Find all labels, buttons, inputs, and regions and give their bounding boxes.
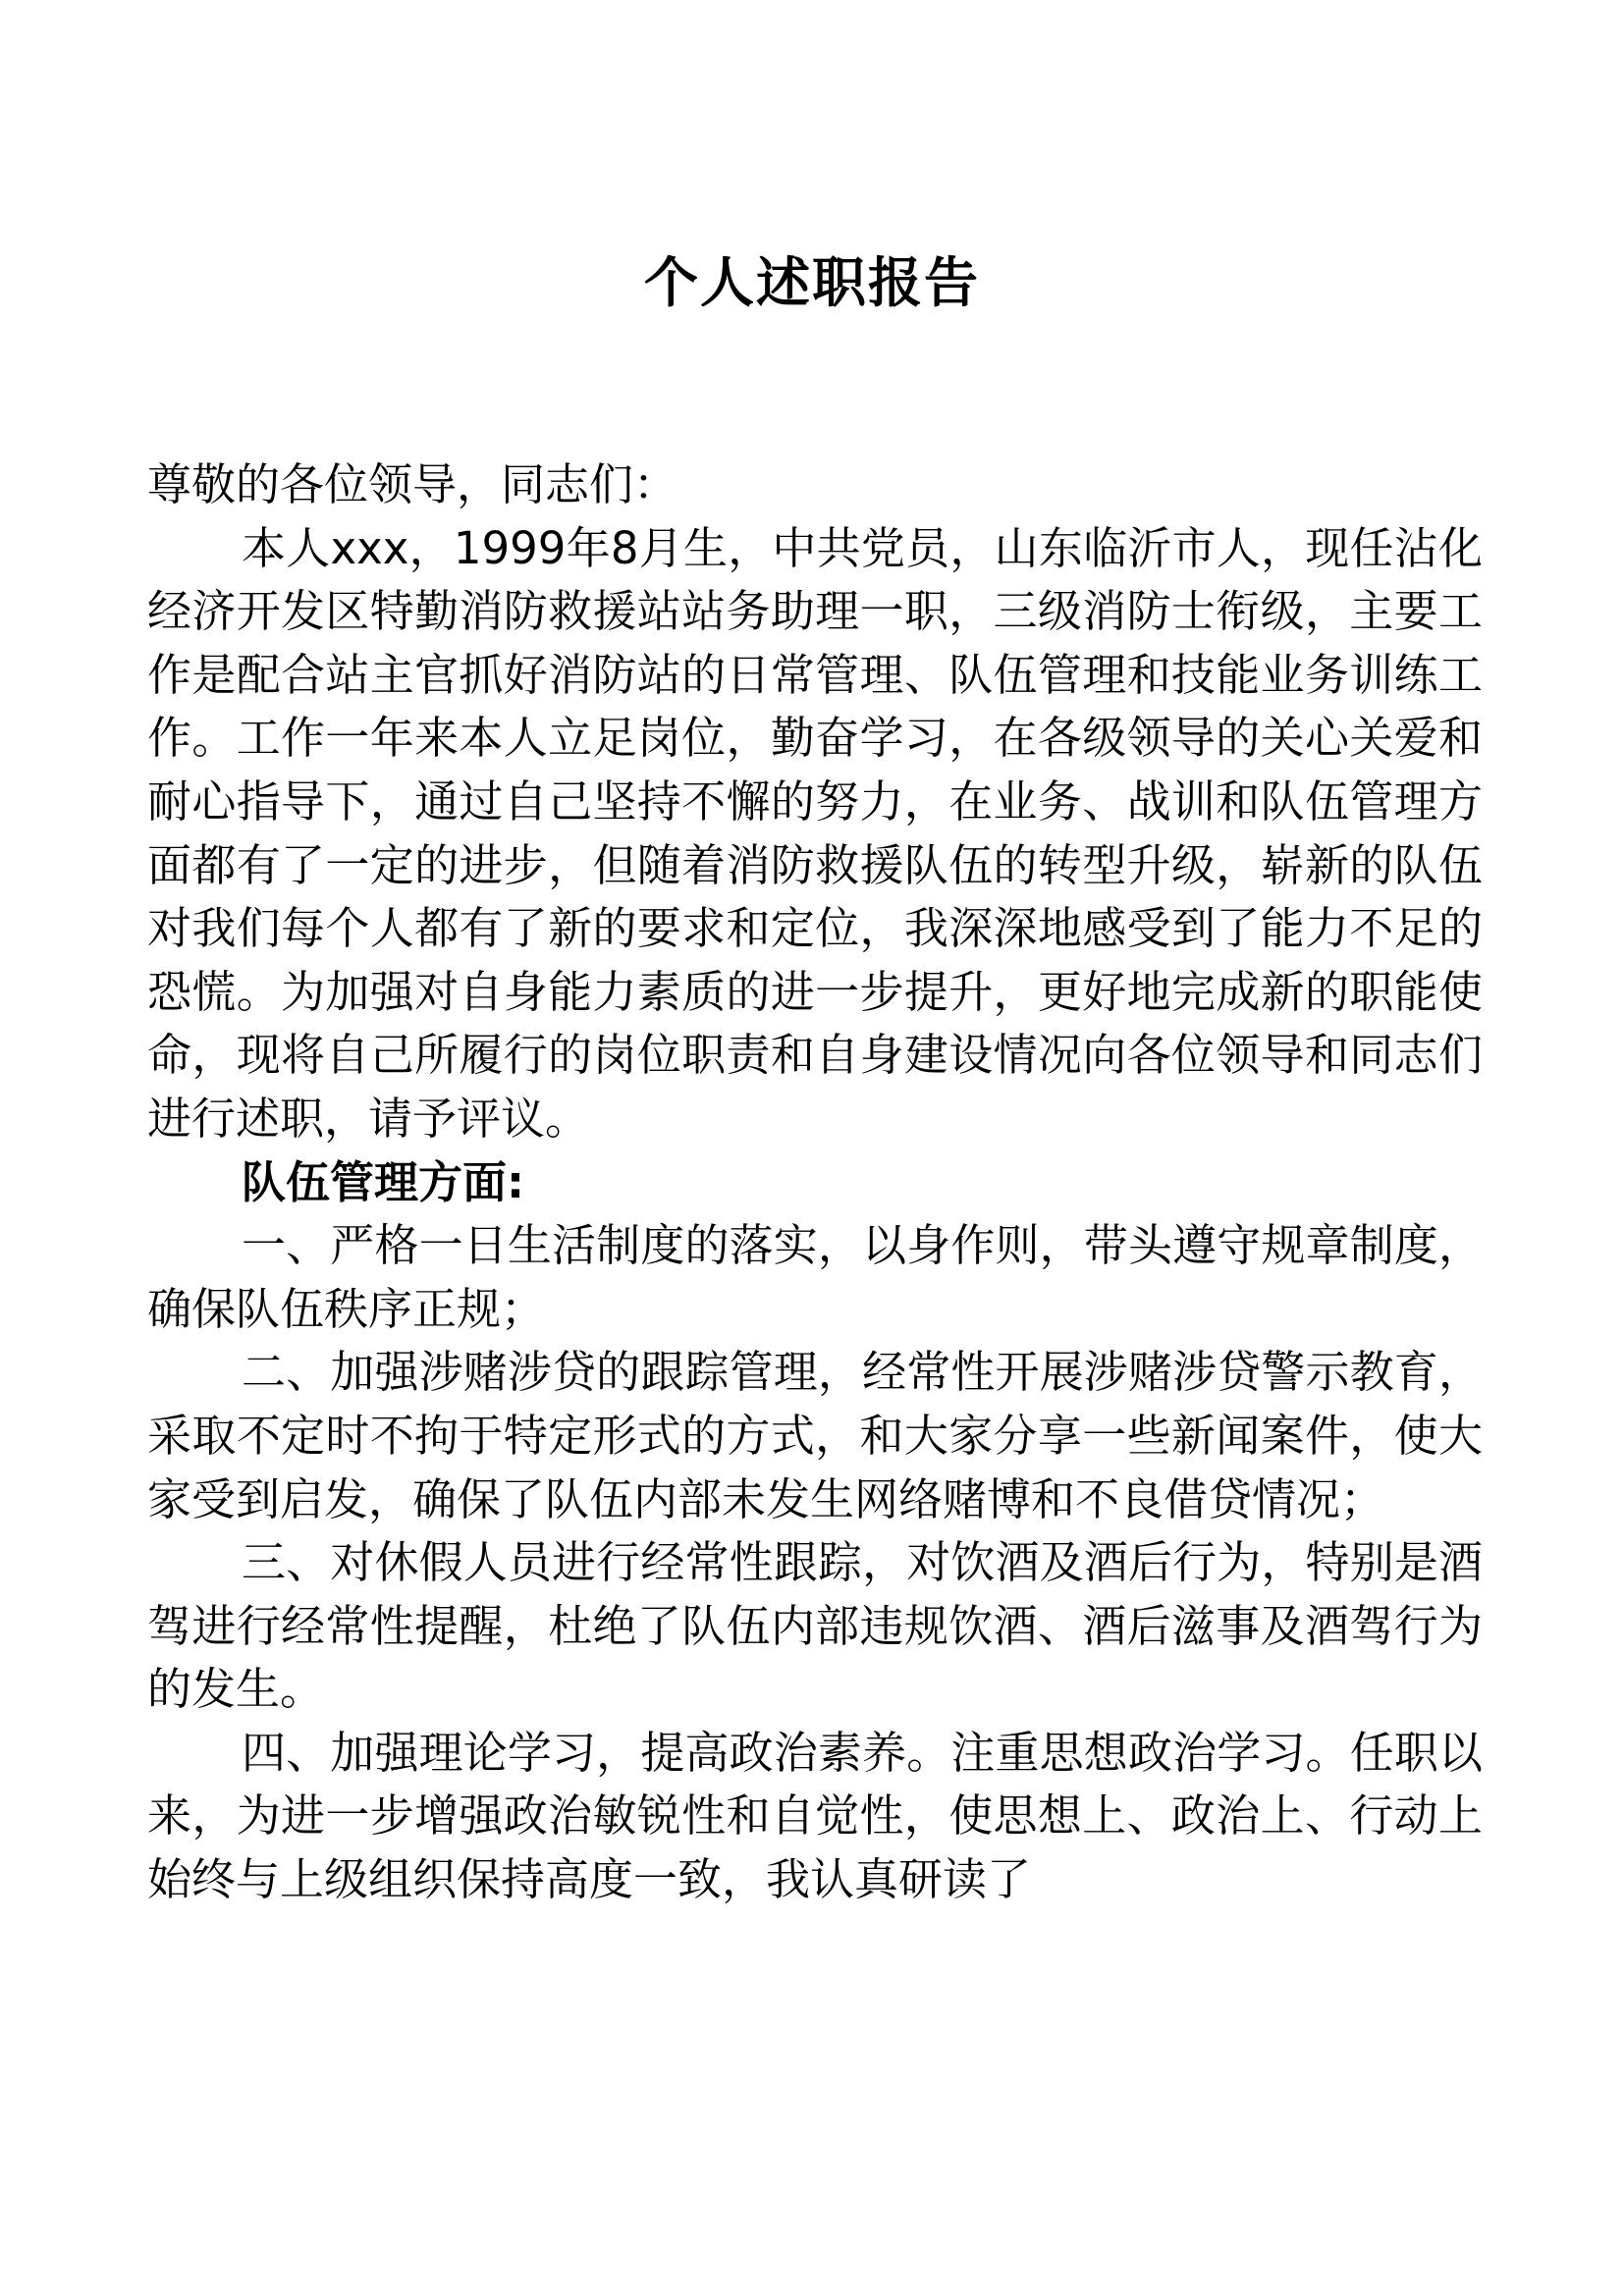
salutation: 尊敬的各位领导，同志们： [147, 458, 678, 510]
section-heading: 队伍管理方面: [242, 1155, 524, 1208]
list-item: 三、对休假人员进行经常性跟踪，对饮酒及酒后行为，特别是酒驾进行经常性提醒，杜绝了队伍内部违规饮酒、酒后滋事及酒驾行为的发生。 [147, 1536, 1483, 1716]
document-title: 个人述职报告 [643, 251, 980, 314]
list-item: 一、严格一日生活制度的落实，以身作则，带头遵守规章制度，确保队伍秩序正规； [147, 1219, 1483, 1335]
document-body [147, 454, 1483, 1912]
list-item: 二、加强涉赌涉贷的跟踪管理，经常性开展涉赌涉贷警示教育，采取不定时不拘于特定形式的方式，和大家分享一些新闻案件，使大家受到启发，确保了队伍内部未发生网络赌博和不良借贷情况； [147, 1346, 1483, 1525]
intro-paragraph: 本人xxx，1999年8月生，中共党员，山东临沂市人，现任沾化经济开发区特勤消防救援站站务助理一职，三级消防士衔级，主要工作是配合站主官抓好消防站的日常管理、队伍管理和技能业务训练工作。工作一年来本人立足岗位，勤奋学习，在各级领导的关心关爱和耐心指导下，通过自己坚持不懈的努力，在业务、战训和队伍管理方面都有了一定的进步，但随着消防救援队伍的转型升级，崭新的队伍对我们每个人都有了新的要求和定位，我深深地感受到了能力不足的恐慌。为加强对自身能力素质的进一步提升，更好地完成新的职能使命，现将自己所履行的岗位职责和自身建设情况向各位领导和同志们进行述职，请予评议。 [147, 521, 1483, 1145]
list-item: 四、加强理论学习，提高政治素养。注重思想政治学习。任职以来，为进一步增强政治敏锐性和自觉性，使思想上、政治上、行动上始终与上级组织保持高度一致，我认真研读了 [147, 1726, 1483, 1906]
